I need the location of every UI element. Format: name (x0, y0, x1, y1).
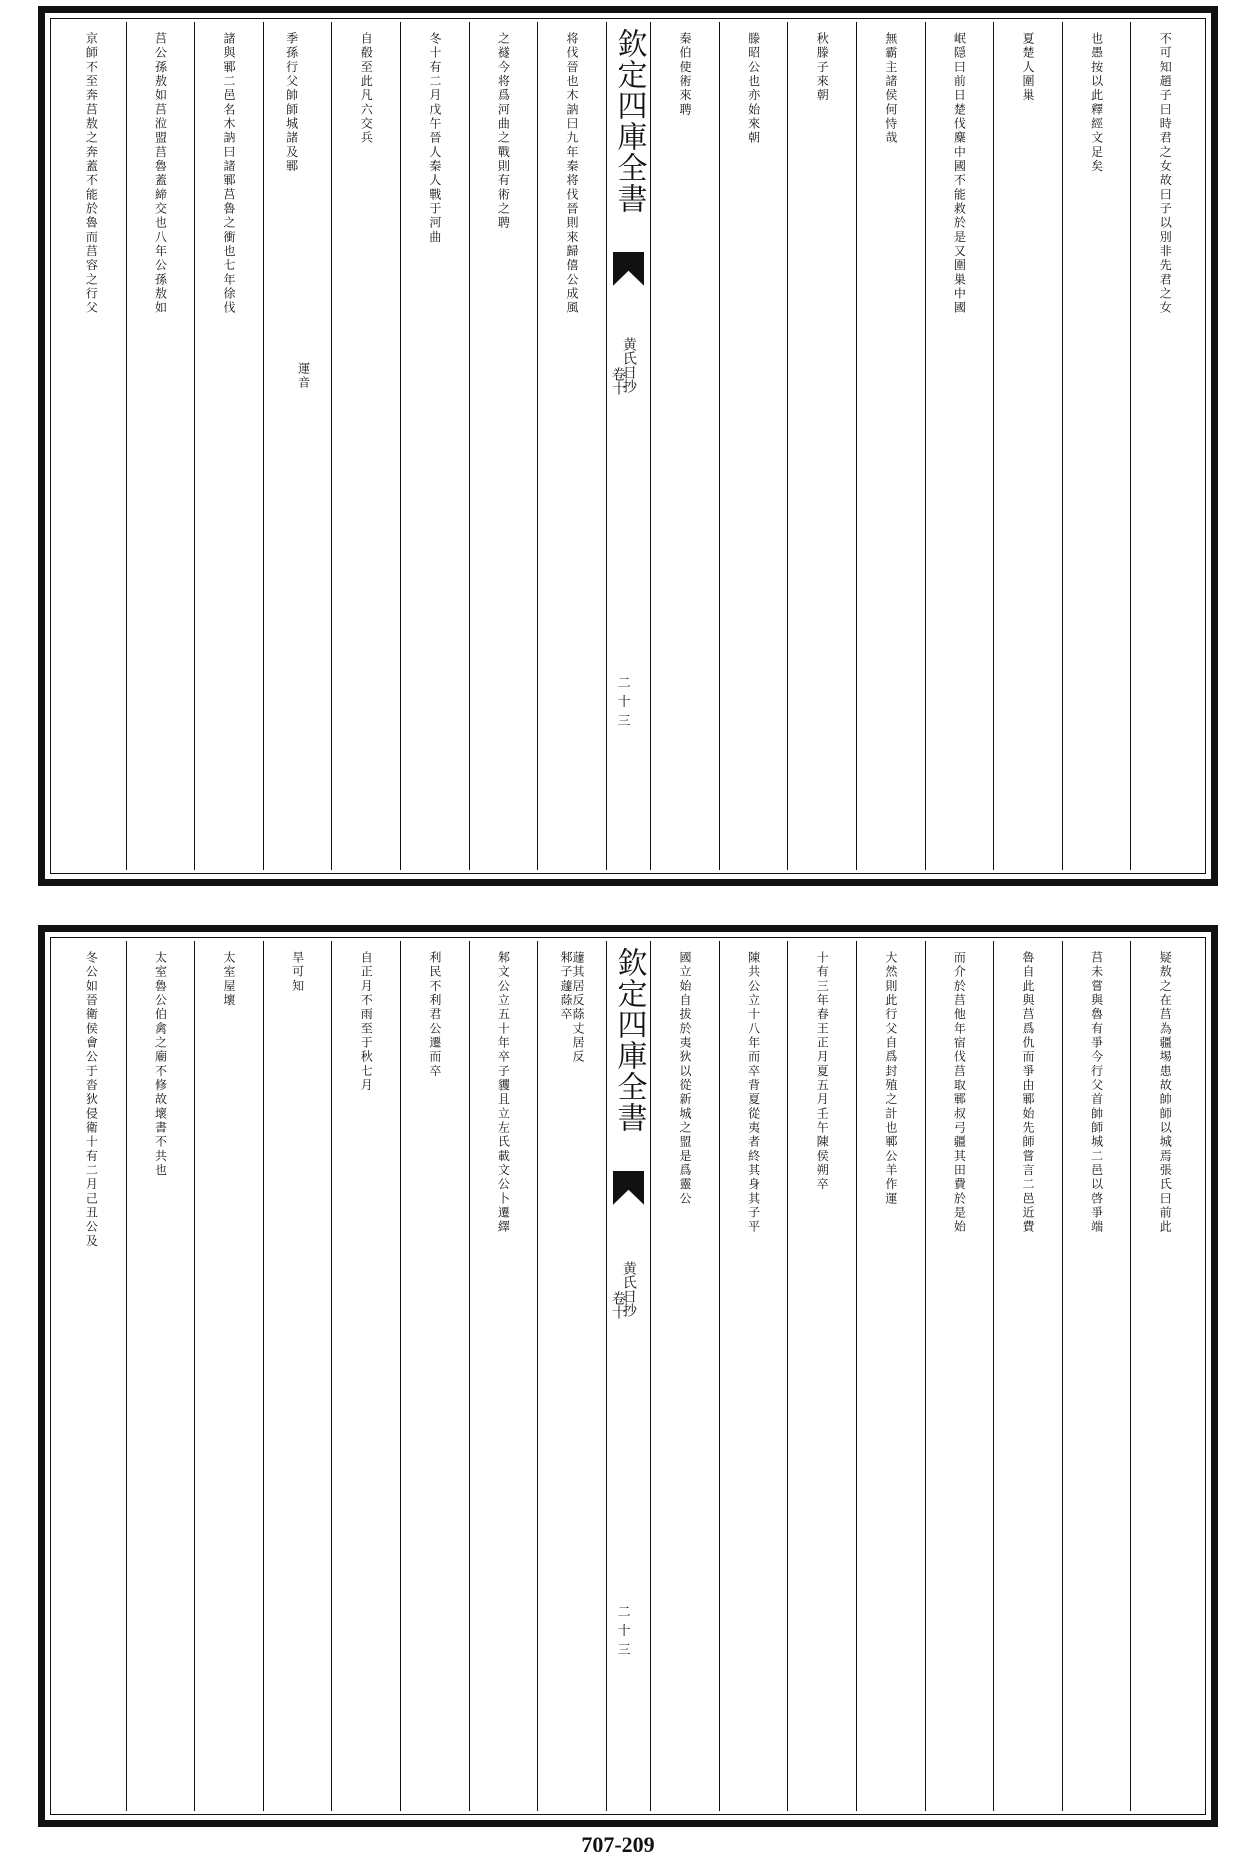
text-column (650, 941, 719, 1811)
column-text: 太室魯公伯禽之廟不修故壞書不共也 (153, 951, 168, 1178)
column-text: 魯自此與莒爲仇而爭由鄆始先師嘗言二邑近費 (1021, 951, 1036, 1235)
column-text: 不可知趙子曰時君之女故曰子以別非先君之女 (1158, 32, 1173, 316)
column-text: 冬十有二月戊午晉人秦人戰于河曲 (427, 32, 442, 245)
text-column (469, 941, 538, 1811)
column-text: 無霸主諸侯何恃哉 (883, 32, 898, 146)
text-column (400, 22, 469, 870)
text-column (993, 22, 1062, 870)
text-column (263, 22, 332, 870)
text-column (469, 22, 538, 870)
fish-tail-mark (613, 1171, 644, 1205)
gutter-volume: 卷十 (610, 1291, 626, 1319)
column-text: 冬公如晉衛侯會公于沓狄侵衛十有二月己丑公及 (84, 951, 99, 1249)
text-column (126, 941, 195, 1811)
gutter-source: 黄氏日抄 (620, 1261, 637, 1317)
text-column (719, 22, 788, 870)
text-column (194, 22, 263, 870)
text-column (400, 941, 469, 1811)
column-text: 秦伯使術來聘 (678, 32, 693, 117)
text-column (787, 941, 856, 1811)
text-column (925, 22, 994, 870)
text-column (1062, 941, 1131, 1811)
text-column (57, 22, 126, 870)
text-column (57, 941, 126, 1811)
annotation-note: 運音 (296, 362, 311, 391)
page-footer-number: 707-209 (581, 1832, 655, 1857)
column-text: 旱可知 (290, 951, 305, 994)
column-text: 邾文公立五十年卒子貜且立左氏載文公卜遷繹 (496, 951, 511, 1235)
gutter-title: 欽定四庫全書 (611, 28, 647, 214)
text-column (1062, 22, 1131, 870)
page-gutter (606, 941, 650, 1811)
column-text: 夏楚人圍巢 (1021, 32, 1036, 103)
text-column (787, 22, 856, 870)
text-column (925, 941, 994, 1811)
top-columns (57, 22, 1199, 870)
text-column (537, 22, 606, 870)
column-text: 也愚按以此釋經文足矣 (1089, 32, 1104, 174)
top-page-frame (38, 6, 1218, 886)
column-text: 國立始自拔於夷狄以從新城之盟是爲靈公 (678, 951, 693, 1206)
bottom-columns (57, 941, 1199, 1811)
gutter-title: 欽定四庫全書 (611, 947, 647, 1133)
gutter-page-number: 二十三 (617, 1605, 631, 1658)
text-column (856, 22, 925, 870)
column-text: 自殽至此凡六交兵 (359, 32, 374, 146)
text-column (331, 22, 400, 870)
column-text: 大然則此行父自爲封殖之計也鄆公羊作運 (883, 951, 898, 1206)
fish-tail-mark (613, 252, 644, 286)
text-column (1130, 941, 1199, 1811)
column-text: 太室屋壞 (222, 951, 237, 1008)
text-column (993, 941, 1062, 1811)
column-text: 諸與鄆二邑名木訥曰諸鄆莒魯之衝也七年徐伐 (222, 32, 237, 316)
text-column (1130, 22, 1199, 870)
gutter-volume: 卷十 (610, 367, 626, 395)
text-column (263, 941, 332, 1811)
text-column (126, 22, 195, 870)
column-text: 京師不至奔莒敖之奔蓋不能於魯而莒容之行父 (84, 32, 99, 316)
column-text: 滕昭公也亦始來朝 (746, 32, 761, 146)
column-text: 自正月不雨至于秋七月 (359, 951, 374, 1093)
column-text: 利民不利君公遷而卒 (427, 951, 442, 1079)
text-column (331, 941, 400, 1811)
column-text: 而介於莒他年宿伐莒取鄆叔弓疆其田費於是始 (952, 951, 967, 1235)
text-column (650, 22, 719, 870)
text-column (537, 941, 606, 1811)
gutter-page-number: 二十三 (617, 676, 631, 729)
gutter-source: 黄氏日抄 (620, 337, 637, 393)
bottom-page-frame (38, 925, 1218, 1827)
annotation-note: 蘧其居反蒢丈居反 (571, 951, 585, 1065)
column-text: 莒未嘗與魯有爭今行父首帥師城二邑以啓爭端 (1089, 951, 1104, 1235)
column-text: 岷隠曰前日楚伐麇中國不能救於是又圍巣中國 (952, 32, 967, 316)
column-text: 季孫行父帥師城諸及鄆 (284, 32, 299, 174)
column-text: 疑敖之在莒為疆埸患故帥師以城焉張氏曰前此 (1158, 951, 1173, 1235)
page-gutter (606, 22, 650, 870)
text-column (194, 941, 263, 1811)
column-text: 莒公孫敖如莒涖盟莒魯蓋締交也八年公孫敖如 (153, 32, 168, 316)
text-column (719, 941, 788, 1811)
column-text: 十有三年春王正月夏五月壬午陳侯朔卒 (815, 951, 830, 1192)
column-text: 之襚今将爲河曲之戰則有術之聘 (496, 32, 511, 231)
column-text: 邾子蘧蒢卒 (559, 951, 573, 1022)
column-text: 秋滕子來朝 (815, 32, 830, 103)
column-text: 陳共公立十八年而卒背夏從夷者終其身其子平 (746, 951, 761, 1235)
text-column (856, 941, 925, 1811)
column-text: 将伐晉也木訥曰九年秦将伐晉則來歸僖公成風 (565, 32, 579, 316)
